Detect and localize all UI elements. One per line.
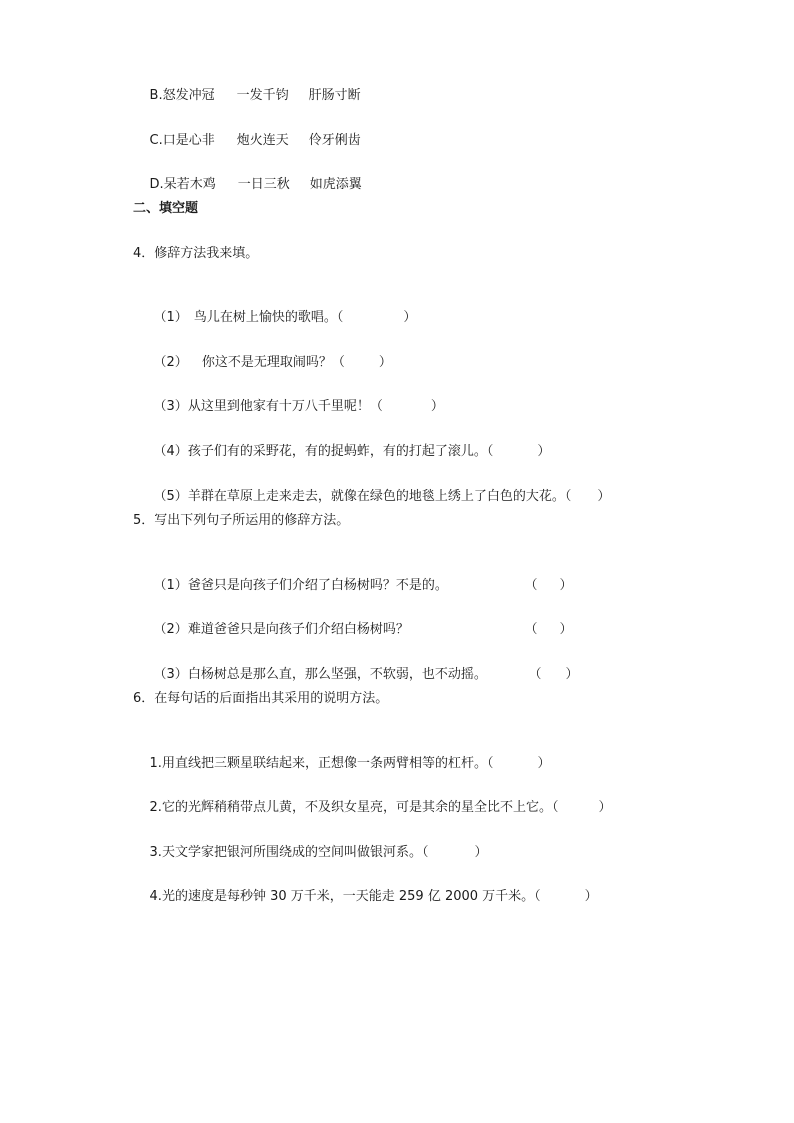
item-number: （4） [153,444,188,459]
item-number: （5） [153,489,188,504]
item-number: 2. [149,800,162,815]
question-4-title: 4．修辞方法我来填。 [133,246,259,261]
option-word: 呆若木鸡 [163,177,216,192]
section-title: 二、填空题 [133,201,199,216]
item-number: （1） [153,578,188,593]
item-text: 从这里到他家有十万八千里呢！（ [187,399,383,414]
item-text: 孩子们有的采野花，有的捉蚂蚱，有的打起了滚儿。（ [187,444,494,459]
close-paren: ） [559,622,573,637]
option-word: 一发千钧 [236,88,289,103]
question-5-title: 5．写出下列句子所运用的修辞方法。 [133,513,350,528]
option-word: 肝肠寸断 [308,88,361,103]
close-paren: ） [403,310,417,325]
option-word: 炮火连天 [236,133,289,148]
item-number: （2） [153,622,188,637]
item-number: 3. [149,845,162,860]
close-paren: ） [430,399,444,414]
close-paren: ） [474,845,488,860]
close-paren: ） [537,444,551,459]
open-paren: （ [524,622,538,637]
close-paren: ） [378,355,392,370]
question-6-title: 6．在每句话的后面指出其采用的说明方法。 [133,691,389,706]
item-text: 它的光辉稍稍带点儿黄，不及织女星亮，可是其余的星全比不上它。（ [161,800,559,815]
item-number: （3） [153,399,188,414]
item-text: 光的速度是每秒钟 30 万千米，一天能走 259 亿 2000 万千米。（ [161,889,541,904]
close-paren: ） [559,578,573,593]
item-text: 难道爸爸只是向孩子们介绍白杨树吗？ [187,622,409,637]
close-paren: ） [565,667,579,682]
option-word: 一日三秋 [237,177,290,192]
option-letter: C. [149,133,163,148]
q6-item-4 [133,867,598,927]
item-text: 天文学家把银河所围绕成的空间叫做银河系。（ [161,845,429,860]
option-letter: B. [149,88,163,103]
item-text: 鸟儿在树上愉快的歌唱。（ [193,310,344,325]
item-text: 羊群在草原上走来走去，就像在绿色的地毯上绣上了白色的大花。（ [187,489,572,504]
item-text: 爸爸只是向孩子们介绍了白杨树吗？不是的。 [187,578,448,593]
option-word: 怒发冲冠 [162,88,215,103]
close-paren: ） [537,756,551,771]
option-word: 如虎添翼 [309,177,362,192]
item-number: 4. [149,889,162,904]
item-number: 1. [149,756,162,771]
option-letter: D. [149,177,164,192]
open-paren: （ [528,667,542,682]
item-text: 用直线把三颗星联结起来，正想像一条两臂相等的杠杆。（ [161,756,494,771]
open-paren: （ [524,578,538,593]
item-number: （2） [153,355,188,370]
item-text: 白杨树总是那么直，那么坚强，不软弱，也不动摇。 [187,667,487,682]
option-word: 口是心非 [162,133,215,148]
q5-answer-3[interactable] [512,645,579,705]
item-text: 你这不是无理取闹吗？（ [201,355,345,370]
item-number: （3） [153,667,188,682]
close-paren: ） [598,800,612,815]
close-paren: ） [584,889,598,904]
close-paren: ） [597,489,611,504]
item-number: （1） [153,310,188,325]
option-word: 伶牙俐齿 [308,133,361,148]
